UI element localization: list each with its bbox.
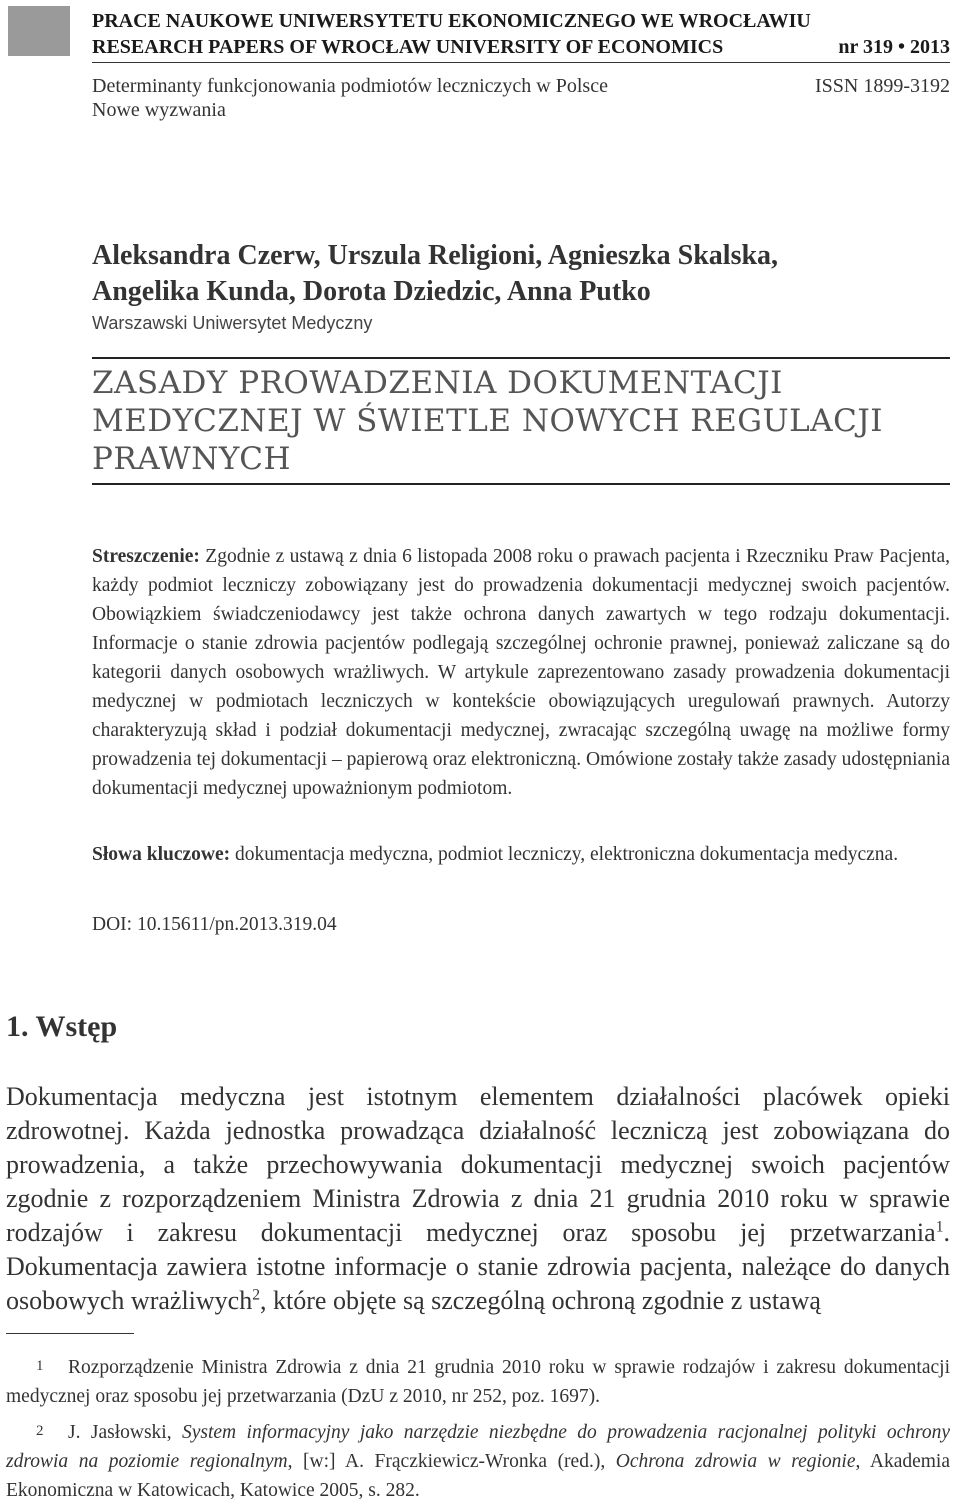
series-info	[92, 74, 950, 122]
header-gray-box	[8, 6, 70, 56]
header-divider	[92, 62, 950, 63]
footnote-number: 2	[36, 1423, 44, 1439]
title-line-1: ZASADY PROWADZENIA DOKUMENTACJI	[92, 365, 783, 401]
footnote-title: System informacyjny jako narzędzie niezbędne do prowadzenia racjonalnej polityki ochrony zdrowia na poziomie regionalnym	[6, 1422, 950, 1472]
title-line-3: PRAWNYCH	[92, 441, 291, 477]
footnote-ref-1: 1	[935, 1218, 944, 1236]
keywords	[92, 840, 950, 869]
footnote-publisher: , Akademia Ekonomiczna w Katowicach, Katowice 2005, s. 282.	[6, 1451, 951, 1501]
article-title	[92, 364, 950, 478]
series-title: Determinanty funkcjonowania podmiotów leczniczych w Polsce	[92, 75, 608, 97]
body-text-3: , które objęte są szczególną ochroną zgodnie z ustawą	[260, 1286, 821, 1315]
keywords-text: dokumentacja medyczna, podmiot leczniczy, elektroniczna dokumentacja medyczna.	[235, 844, 899, 865]
body-text-1: Dokumentacja medyczna jest istotnym elementem działalności placówek opieki zdrowotnej. Każda jednostka prowadząca działalność leczniczą jest zobowiązana do prowadzenia, a także przechowywania dokumentacji medycznej swoich pacjentów zgodnie z rozporządzeniem Ministra Zdrowia z dnia 21 grudnia 2010 roku w sprawie rodzajów i zakresu dokumentacji medycznej oraz sposobu jej przetwarzania	[6, 1082, 950, 1247]
body-text-2: . Dokumentacja zawiera istotne informacje o stanie zdrowia pacjenta, należące do danych osobowych wrażliwych	[6, 1218, 950, 1315]
title-rule-top	[92, 357, 950, 359]
authors-line-2: Angelika Kunda, Dorota Dziedzic, Anna Putko	[92, 276, 651, 307]
footnote-rule	[6, 1333, 134, 1334]
journal-name-en: RESEARCH PAPERS OF WROCŁAW UNIVERSITY OF ECONOMICS	[92, 36, 724, 58]
authors-line-1: Aleksandra Czerw, Urszula Religioni, Agnieszka Skalska,	[92, 240, 779, 271]
footnote-book-title: Ochrona zdrowia w regionie	[615, 1451, 856, 1472]
issn: ISSN 1899-3192	[814, 75, 950, 97]
section-heading: 1. Wstęp	[6, 1010, 118, 1043]
abstract-label: Streszczenie:	[92, 546, 200, 567]
doi: DOI: 10.15611/pn.2013.319.04	[92, 914, 337, 935]
footnote-ref-2: 2	[252, 1286, 261, 1304]
footnotes	[6, 1352, 950, 1511]
footnote-number: 1	[36, 1358, 44, 1374]
keywords-label: Słowa kluczowe:	[92, 844, 231, 865]
affiliation: Warszawski Uniwersytet Medyczny	[92, 313, 373, 333]
section-body	[6, 1080, 950, 1318]
journal-volume: nr 319 • 2013	[838, 36, 950, 58]
title-rule-bottom	[92, 483, 950, 485]
journal-name-pl: PRACE NAUKOWE UNIWERSYTETU EKONOMICZNEGO WE WROCŁAWIU	[92, 10, 811, 32]
footnote-1	[6, 1352, 950, 1411]
footnote-text: Rozporządzenie Ministra Zdrowia z dnia 21 grudnia 2010 roku w sprawie rodzajów i zakresu dokumentacji medycznej oraz sposobu jej przetwarzania (DzU z 2010, nr 252, poz. 1697).	[6, 1357, 950, 1407]
abstract	[92, 542, 950, 803]
title-line-2: MEDYCZNEJ W ŚWIETLE NOWYCH REGULACJI	[92, 403, 884, 439]
abstract-text: Zgodnie z ustawą z dnia 6 listopada 2008 roku o prawach pacjenta i Rzeczniku Praw Pacjenta, każdy podmiot leczniczy zobowiązany jest do prowadzenia dokumentacji medycznej swoich pacjentów. Obowiązkiem świadczeniodawcy jest także ochrona danych zawartych w tego rodzaju dokumentacji. Informacje o stanie zdrowia pacjentów podlegają szczególnej ochronie prawnej, ponieważ zaliczane są do kategorii danych osobowych wrażliwych. W artykule zaprezentowano zasady prowadzenia dokumentacji medycznej w podmiotach leczniczych w kontekście obowiązujących uregulowań prawnych. Autorzy charakteryzują skład i podział dokumentacji medycznej, zwracając szczególną uwagę na możliwe formy prowadzenia tej dokumentacji – papierową oraz elektroniczną. Omówione zostały także zasady udostępniania dokumentacji medycznej upoważnionym podmiotom.	[92, 546, 950, 799]
authors	[92, 238, 950, 310]
series-subtitle: Nowe wyzwania	[92, 99, 226, 121]
footnote-editor: , [w:] A. Frączkiewicz-Wronka (red.),	[287, 1451, 616, 1472]
footnote-2	[6, 1417, 950, 1505]
footnote-author: J. Jasłowski,	[68, 1422, 182, 1443]
journal-header	[92, 8, 950, 60]
